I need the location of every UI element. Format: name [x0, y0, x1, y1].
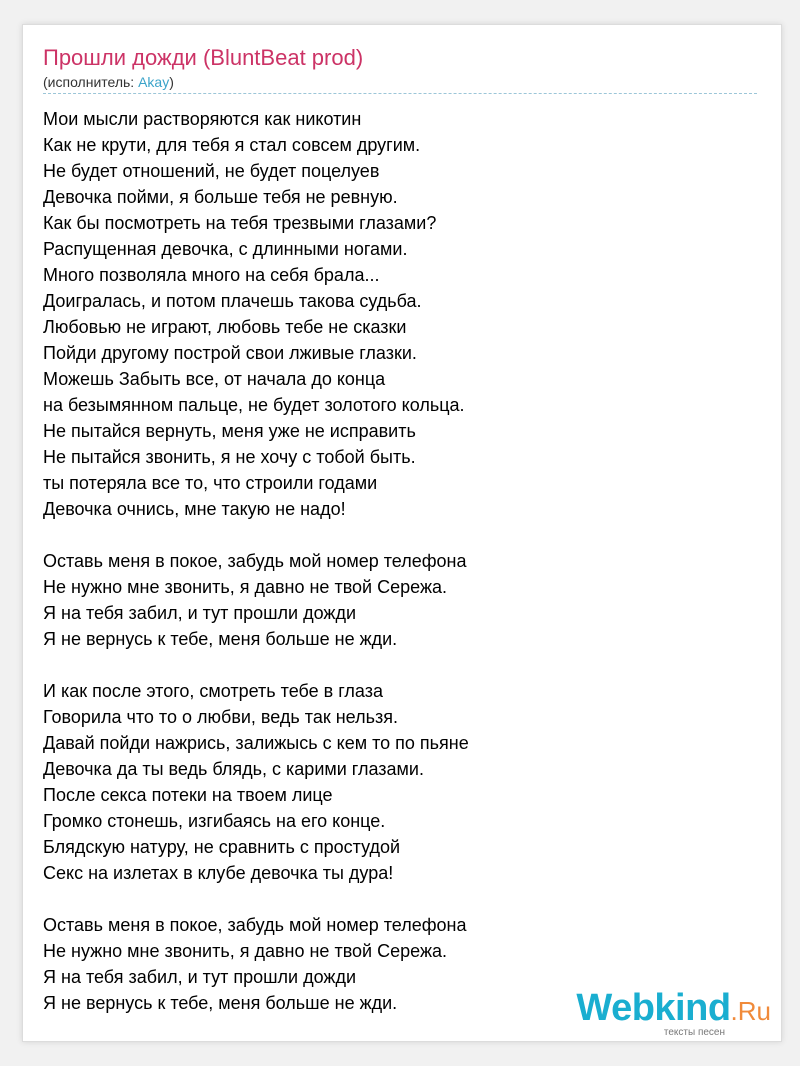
lyric-line: Не будет отношений, не будет поцелуев	[43, 161, 380, 181]
lyric-line: Пойди другому построй свои лживые глазки.	[43, 343, 417, 363]
lyric-line: Оставь меня в покое, забудь мой номер телефона	[43, 915, 467, 935]
artist-link[interactable]: Akay	[138, 74, 170, 90]
lyric-line: Распущенная девочка, с длинными ногами.	[43, 239, 408, 259]
lyric-line: Блядскую натуру, не сравнить с простудой	[43, 837, 401, 857]
lyric-line: Как бы посмотреть на тебя трезвыми глазами?	[43, 213, 437, 233]
lyric-line: ты потеряла все то, что строили годами	[43, 473, 378, 493]
lyric-line: Мои мысли растворяются как никотин	[43, 109, 362, 129]
title-divider	[43, 93, 757, 94]
lyric-line: Я на тебя забил, и тут прошли дожди	[43, 603, 357, 623]
lyric-line: Не нужно мне звонить, я давно не твой Сережа.	[43, 577, 447, 597]
logo-wordmark	[576, 988, 771, 1031]
lyric-line: Девочка очнись, мне такую не надо!	[43, 499, 346, 519]
lyric-line: Можешь Забыть все, от начала до конца	[43, 369, 386, 389]
lyric-line: Громко стонешь, изгибаясь на его конце.	[43, 811, 386, 831]
logo-tagline: тексты песен	[663, 1027, 725, 1038]
lyric-line: Говорила что то о любви, ведь так нельзя.	[43, 707, 398, 727]
artist-suffix: )	[169, 74, 174, 90]
lyric-line: Я на тебя забил, и тут прошли дожди	[43, 967, 357, 987]
lyric-line: Любовью не играют, любовь тебе не сказки	[43, 317, 407, 337]
lyric-line: Секс на излетах в клубе девочка ты дура!	[43, 863, 394, 883]
lyric-line: Оставь меня в покое, забудь мой номер телефона	[43, 551, 467, 571]
lyric-line: Я не вернусь к тебе, меня больше не жди.	[43, 629, 398, 649]
site-logo[interactable]	[576, 988, 771, 1039]
stanza-break	[43, 886, 758, 912]
lyric-line: Девочка пойми, я больше тебя не ревную.	[43, 187, 398, 207]
lyric-line: Много позволяла много на себя брала...	[43, 265, 380, 285]
logo-main-text: Webkind	[576, 987, 731, 1029]
song-title: Прошли дожди (BluntBeat prod)	[43, 45, 364, 70]
lyrics-card	[22, 24, 782, 1042]
lyric-line: Как не крути, для тебя я стал совсем другим.	[43, 135, 421, 155]
lyric-line: Не пытайся вернуть, меня уже не исправить	[43, 421, 416, 441]
lyric-line: Не пытайся звонить, я не хочу с тобой быть.	[43, 447, 416, 467]
lyric-line: Я не вернусь к тебе, меня больше не жди.	[43, 993, 398, 1013]
logo-suffix: .Ru	[730, 996, 771, 1026]
lyric-line: на безымянном пальце, не будет золотого кольца.	[43, 395, 465, 415]
lyric-line: И как после этого, смотреть тебе в глаза	[43, 681, 383, 701]
lyric-line: После секса потеки на твоем лице	[43, 785, 333, 805]
artist-prefix: (исполнитель:	[43, 74, 139, 90]
stanza-break	[43, 652, 758, 678]
lyrics-text	[43, 106, 758, 1016]
artist-line	[43, 74, 174, 90]
lyric-line: Девочка да ты ведь блядь, с карими глазами.	[43, 759, 424, 779]
stanza-break	[43, 522, 758, 548]
lyric-line: Давай пойди нажрись, залижысь с кем то по пьяне	[43, 733, 469, 753]
lyric-line: Не нужно мне звонить, я давно не твой Сережа.	[43, 941, 447, 961]
lyric-line: Доигралась, и потом плачешь такова судьба.	[43, 291, 422, 311]
